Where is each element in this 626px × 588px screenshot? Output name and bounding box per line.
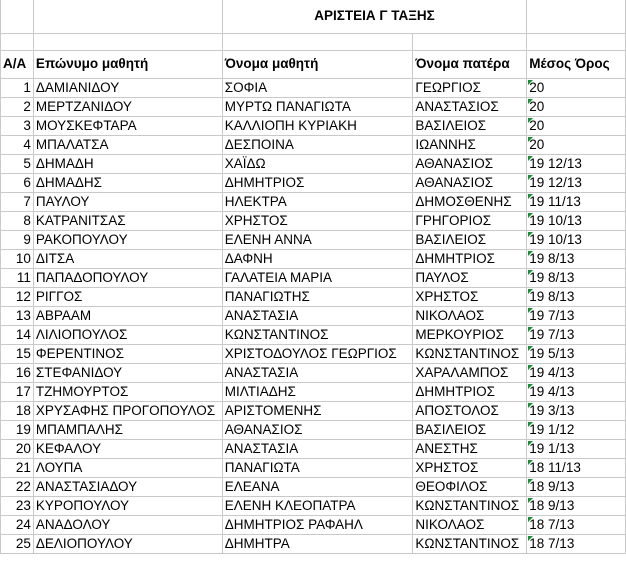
- cell-name[interactable]: ΓΑΛΑΤΕΙΑ ΜΑΡΙΑ: [222, 268, 413, 287]
- error-indicator-icon: [528, 384, 533, 389]
- cell-average[interactable]: [527, 135, 626, 154]
- table-row: [1, 78, 626, 97]
- cell-aa[interactable]: 13: [1, 306, 34, 325]
- cell-aa[interactable]: 7: [1, 192, 34, 211]
- cell-name[interactable]: ΕΛΕΑΝΑ: [222, 477, 413, 496]
- cell-average[interactable]: [527, 344, 626, 363]
- cell-father[interactable]: ΧΡΗΣΤΟΣ: [413, 287, 527, 306]
- average-value: 19 12/13: [529, 155, 582, 171]
- average-value: 18 11/13: [529, 459, 581, 475]
- error-indicator-icon: [528, 460, 533, 465]
- cell[interactable]: [33, 33, 222, 50]
- cell-surname[interactable]: ΜΠΑΜΠΑΛΗΣ: [33, 420, 222, 439]
- cell-father[interactable]: ΑΘΑΝΑΣΙΟΣ: [413, 173, 527, 192]
- cell-name[interactable]: ΑΝΑΣΤΑΣΙΑ: [222, 439, 413, 458]
- cell-surname[interactable]: ΣΤΕΦΑΝΙΔΟΥ: [33, 363, 222, 382]
- cell-average[interactable]: [527, 382, 626, 401]
- table-row: [1, 306, 626, 325]
- cell-average[interactable]: [527, 306, 626, 325]
- error-indicator-icon: [528, 232, 533, 237]
- table-row: [1, 192, 626, 211]
- cell-aa[interactable]: 12: [1, 287, 34, 306]
- error-indicator-icon: [528, 365, 533, 370]
- error-indicator-icon: [528, 346, 533, 351]
- cell-aa[interactable]: 19: [1, 420, 34, 439]
- cell-name[interactable]: ΜΙΛΤΙΑΔΗΣ: [222, 382, 413, 401]
- cell-surname[interactable]: ΔΙΤΣΑ: [33, 249, 222, 268]
- error-indicator-icon: [528, 517, 533, 522]
- table-row: [1, 97, 626, 116]
- cell-average[interactable]: [527, 401, 626, 420]
- cell-average[interactable]: [527, 325, 626, 344]
- error-indicator-icon: [528, 289, 533, 294]
- cell-aa[interactable]: 17: [1, 382, 34, 401]
- table-row: [1, 382, 626, 401]
- average-value: 19 8/13: [529, 250, 575, 266]
- cell-aa[interactable]: 23: [1, 496, 34, 515]
- cell-surname[interactable]: ΔΕΛΙΟΠΟΥΛΟΥ: [33, 534, 222, 553]
- average-value: 18 7/13: [529, 535, 575, 551]
- error-indicator-icon: [528, 536, 533, 541]
- cell-father[interactable]: ΔΗΜΗΤΡΙΟΣ: [413, 382, 527, 401]
- cell-name[interactable]: ΑΝΑΣΤΑΣΙΑ: [222, 363, 413, 382]
- cell[interactable]: [222, 33, 413, 50]
- error-indicator-icon: [528, 175, 533, 180]
- error-indicator-icon: [528, 137, 533, 142]
- cell-average[interactable]: [527, 515, 626, 534]
- error-indicator-icon: [528, 441, 533, 446]
- table-row: [1, 496, 626, 515]
- table-row: [1, 439, 626, 458]
- cell-name[interactable]: ΕΛΕΝΗ ΑΝΝΑ: [222, 230, 413, 249]
- cell-name[interactable]: ΗΛΕΚΤΡΑ: [222, 192, 413, 211]
- cell-name[interactable]: ΚΩΝΣΤΑΝΤΙΝΟΣ: [222, 325, 413, 344]
- cell-father[interactable]: ΠΑΥΛΟΣ: [413, 268, 527, 287]
- cell-surname[interactable]: ΔΗΜΑΔΗΣ: [33, 173, 222, 192]
- cell-surname[interactable]: ΠΑΥΛΟΥ: [33, 192, 222, 211]
- cell-aa[interactable]: 21: [1, 458, 34, 477]
- table-row: [1, 458, 626, 477]
- cell-aa[interactable]: 20: [1, 439, 34, 458]
- cell-surname[interactable]: ΜΟΥΣΚΕΦΤΑΡΑ: [33, 116, 222, 135]
- cell-surname[interactable]: ΑΒΡΑΑΜ: [33, 306, 222, 325]
- table-row: [1, 211, 626, 230]
- average-value: 19 7/13: [529, 307, 575, 323]
- average-value: 19 12/13: [529, 174, 582, 190]
- cell-name[interactable]: ΔΗΜΗΤΡΙΟΣ ΡΑΦΑΗΛ: [222, 515, 413, 534]
- cell-surname[interactable]: ΤΖΗΜΟΥΡΤΟΣ: [33, 382, 222, 401]
- average-value: 20: [529, 98, 545, 114]
- cell-name[interactable]: ΑΝΑΣΤΑΣΙΑ: [222, 306, 413, 325]
- header-surname[interactable]: Επώνυμο μαθητή: [33, 50, 222, 78]
- cell[interactable]: [1, 33, 34, 50]
- cell-name[interactable]: ΔΗΜΗΤΡΙΟΣ: [222, 173, 413, 192]
- table-row: [1, 287, 626, 306]
- error-indicator-icon: [528, 422, 533, 427]
- table-row: [1, 116, 626, 135]
- error-indicator-icon: [528, 251, 533, 256]
- table-row: [1, 420, 626, 439]
- sheet-body: [1, 0, 626, 553]
- table-row: [1, 515, 626, 534]
- cell-name[interactable]: ΑΡΙΣΤΟΜΕΝΗΣ: [222, 401, 413, 420]
- cell-father[interactable]: ΒΑΣΙΛΕΙΟΣ: [413, 420, 527, 439]
- cell-average[interactable]: [527, 211, 626, 230]
- cell-father[interactable]: ΒΑΣΙΛΕΙΟΣ: [413, 116, 527, 135]
- cell-aa[interactable]: 1: [1, 78, 34, 97]
- average-value: 19 7/13: [529, 326, 575, 342]
- cell-aa[interactable]: 5: [1, 154, 34, 173]
- cell-father[interactable]: ΑΝΕΣΤΗΣ: [413, 439, 527, 458]
- average-value: 19 11/13: [529, 193, 581, 209]
- cell-father[interactable]: ΓΡΗΓΟΡΙΟΣ: [413, 211, 527, 230]
- average-value: 18 9/13: [529, 478, 575, 494]
- table-row: [1, 401, 626, 420]
- cell-surname[interactable]: ΧΡΥΣΑΦΗΣ ΠΡΟΓΟΠΟΥΛΟΣ: [33, 401, 222, 420]
- table-row: [1, 249, 626, 268]
- average-value: 19 1/12: [529, 421, 575, 437]
- cell-father[interactable]: ΝΙΚΟΛΑΟΣ: [413, 515, 527, 534]
- average-value: 19 3/13: [529, 402, 575, 418]
- cell-father[interactable]: ΜΕΡΚΟΥΡΙΟΣ: [413, 325, 527, 344]
- header-father[interactable]: Όνομα πατέρα: [413, 50, 527, 78]
- cell-aa[interactable]: 24: [1, 515, 34, 534]
- error-indicator-icon: [528, 327, 533, 332]
- cell-name[interactable]: ΣΟΦΙΑ: [222, 78, 413, 97]
- cell-average[interactable]: [527, 192, 626, 211]
- cell-surname[interactable]: ΚΕΦΑΛΟΥ: [33, 439, 222, 458]
- error-indicator-icon: [528, 308, 533, 313]
- cell-name[interactable]: ΚΑΛΛΙΟΠΗ ΚΥΡΙΑΚΗ: [222, 116, 413, 135]
- error-indicator-icon: [528, 270, 533, 275]
- cell-average[interactable]: [527, 249, 626, 268]
- error-indicator-icon: [528, 479, 533, 484]
- cell-surname[interactable]: ΚΥΡΟΠΟΥΛΟΥ: [33, 496, 222, 515]
- error-indicator-icon: [528, 403, 533, 408]
- cell-aa[interactable]: 3: [1, 116, 34, 135]
- error-indicator-icon: [528, 213, 533, 218]
- cell-aa[interactable]: 14: [1, 325, 34, 344]
- cell-name[interactable]: ΜΥΡΤΩ ΠΑΝΑΓΙΩΤΑ: [222, 97, 413, 116]
- error-indicator-icon: [528, 80, 533, 85]
- cell-average[interactable]: [527, 477, 626, 496]
- table-row: [1, 268, 626, 287]
- cell-aa[interactable]: 10: [1, 249, 34, 268]
- sheet-title[interactable]: ΑΡΙΣΤΕΙΑ Γ ΤΑΞΗΣ: [222, 0, 527, 33]
- cell-father[interactable]: ΑΝΑΣΤΑΣΙΟΣ: [413, 97, 527, 116]
- average-value: 19 4/13: [529, 364, 575, 380]
- cell[interactable]: [527, 33, 626, 50]
- cell-father[interactable]: ΒΑΣΙΛΕΙΟΣ: [413, 230, 527, 249]
- cell-average[interactable]: [527, 439, 626, 458]
- error-indicator-icon: [528, 99, 533, 104]
- cell-father[interactable]: ΙΩΑΝΝΗΣ: [413, 135, 527, 154]
- cell-name[interactable]: ΧΡΗΣΤΟΣ: [222, 211, 413, 230]
- cell-average[interactable]: [527, 363, 626, 382]
- average-value: 19 10/13: [529, 231, 582, 247]
- cell-surname[interactable]: ΔΗΜΑΔΗ: [33, 154, 222, 173]
- average-value: 20: [529, 136, 545, 152]
- average-value: 20: [529, 117, 545, 133]
- table-row: [1, 477, 626, 496]
- cell-father[interactable]: ΚΩΝΣΤΑΝΤΙΝΟΣ: [413, 534, 527, 553]
- cell-average[interactable]: [527, 78, 626, 97]
- table-row: [1, 230, 626, 249]
- average-value: 19 5/13: [529, 345, 575, 361]
- cell-father[interactable]: ΔΗΜΗΤΡΙΟΣ: [413, 249, 527, 268]
- cell-aa[interactable]: 15: [1, 344, 34, 363]
- cell-name[interactable]: ΧΡΙΣΤΟΔΟΥΛΟΣ ΓΕΩΡΓΙΟΣ: [222, 344, 413, 363]
- error-indicator-icon: [528, 498, 533, 503]
- table-row: [1, 363, 626, 382]
- cell-name[interactable]: ΑΘΑΝΑΣΙΟΣ: [222, 420, 413, 439]
- table-row: [1, 135, 626, 154]
- cell-surname[interactable]: ΡΑΚΟΠΟΥΛΟΥ: [33, 230, 222, 249]
- cell-surname[interactable]: ΑΝΑΔΟΛΟΥ: [33, 515, 222, 534]
- average-value: 19 8/13: [529, 288, 575, 304]
- cell-average[interactable]: [527, 268, 626, 287]
- header-average[interactable]: Μέσος Όρος: [527, 50, 626, 78]
- table-row: [1, 344, 626, 363]
- cell[interactable]: [527, 0, 626, 33]
- cell-father[interactable]: ΧΑΡΑΛΑΜΠΟΣ: [413, 363, 527, 382]
- cell-surname[interactable]: ΜΕΡΤΖΑΝΙΔΟΥ: [33, 97, 222, 116]
- average-value: 19 4/13: [529, 383, 575, 399]
- cell-aa[interactable]: 9: [1, 230, 34, 249]
- cell-surname[interactable]: ΜΠΑΛΑΤΣΑ: [33, 135, 222, 154]
- cell-average[interactable]: [527, 458, 626, 477]
- cell-surname[interactable]: ΛΟΥΠΑ: [33, 458, 222, 477]
- cell-father[interactable]: ΑΠΟΣΤΟΛΟΣ: [413, 401, 527, 420]
- cell-aa[interactable]: 22: [1, 477, 34, 496]
- cell-surname[interactable]: ΑΝΑΣΤΑΣΙΑΔΟΥ: [33, 477, 222, 496]
- cell-father[interactable]: ΓΕΩΡΓΙΟΣ: [413, 78, 527, 97]
- table-row: [1, 534, 626, 553]
- cell-aa[interactable]: 6: [1, 173, 34, 192]
- average-value: 19 8/13: [529, 269, 575, 285]
- cell-aa[interactable]: 25: [1, 534, 34, 553]
- cell-father[interactable]: ΚΩΝΣΤΑΝΤΙΝΟΣ: [413, 344, 527, 363]
- error-indicator-icon: [528, 156, 533, 161]
- cell-father[interactable]: ΘΕΟΦΙΛΟΣ: [413, 477, 527, 496]
- cell-name[interactable]: ΔΕΣΠΟΙΝΑ: [222, 135, 413, 154]
- cell-surname[interactable]: ΡΙΓΓΟΣ: [33, 287, 222, 306]
- cell-surname[interactable]: ΚΑΤΡΑΝΙΤΣΑΣ: [33, 211, 222, 230]
- cell-name[interactable]: ΠΑΝΑΓΙΩΤΑ: [222, 458, 413, 477]
- cell-name[interactable]: ΠΑΝΑΓΙΩΤΗΣ: [222, 287, 413, 306]
- cell-aa[interactable]: 11: [1, 268, 34, 287]
- header-aa[interactable]: Α/Α: [1, 50, 34, 78]
- average-value: 18 7/13: [529, 516, 575, 532]
- table-row: [1, 325, 626, 344]
- cell-surname[interactable]: ΦΕΡΕΝΤΙΝΟΣ: [33, 344, 222, 363]
- average-value: 19 10/13: [529, 212, 582, 228]
- header-row: [1, 50, 626, 78]
- cell[interactable]: [413, 33, 527, 50]
- average-value: 20: [529, 79, 545, 95]
- cell-name[interactable]: ΔΗΜΗΤΡΑ: [222, 534, 413, 553]
- cell[interactable]: [1, 0, 34, 33]
- blank-row: [1, 33, 626, 50]
- cell-average[interactable]: [527, 230, 626, 249]
- cell-average[interactable]: [527, 116, 626, 135]
- cell-name[interactable]: ΕΛΕΝΗ ΚΛΕΟΠΑΤΡΑ: [222, 496, 413, 515]
- cell-father[interactable]: ΝΙΚΟΛΑΟΣ: [413, 306, 527, 325]
- title-row: [1, 0, 626, 33]
- error-indicator-icon: [528, 118, 533, 123]
- average-value: 19 1/13: [529, 440, 575, 456]
- table-row: [1, 154, 626, 173]
- cell-aa[interactable]: 4: [1, 135, 34, 154]
- cell-name[interactable]: ΧΑΪΔΩ: [222, 154, 413, 173]
- cell-average[interactable]: [527, 534, 626, 553]
- cell-aa[interactable]: 16: [1, 363, 34, 382]
- cell-surname[interactable]: ΛΙΛΙΟΠΟΥΛΟΣ: [33, 325, 222, 344]
- cell[interactable]: [33, 0, 222, 33]
- cell-name[interactable]: ΔΑΦΝΗ: [222, 249, 413, 268]
- cell-average[interactable]: [527, 420, 626, 439]
- cell-average[interactable]: [527, 97, 626, 116]
- table-row: [1, 173, 626, 192]
- cell-aa[interactable]: 8: [1, 211, 34, 230]
- cell-father[interactable]: ΔΗΜΟΣΘΕΝΗΣ: [413, 192, 527, 211]
- cell-aa[interactable]: 18: [1, 401, 34, 420]
- cell-father[interactable]: ΧΡΗΣΤΟΣ: [413, 458, 527, 477]
- cell-aa[interactable]: 2: [1, 97, 34, 116]
- cell-average[interactable]: [527, 496, 626, 515]
- cell-average[interactable]: [527, 173, 626, 192]
- average-value: 18 9/13: [529, 497, 575, 513]
- error-indicator-icon: [528, 194, 533, 199]
- header-name[interactable]: Όνομα μαθητή: [222, 50, 413, 78]
- cell-surname[interactable]: ΠΑΠΑΔΟΠΟΥΛΟΥ: [33, 268, 222, 287]
- cell-average[interactable]: [527, 154, 626, 173]
- cell-average[interactable]: [527, 287, 626, 306]
- cell-surname[interactable]: ΔΑΜΙΑΝΙΔΟΥ: [33, 78, 222, 97]
- cell-father[interactable]: ΑΘΑΝΑΣΙΟΣ: [413, 154, 527, 173]
- cell-father[interactable]: ΚΩΝΣΤΑΝΤΙΝΟΣ: [413, 496, 527, 515]
